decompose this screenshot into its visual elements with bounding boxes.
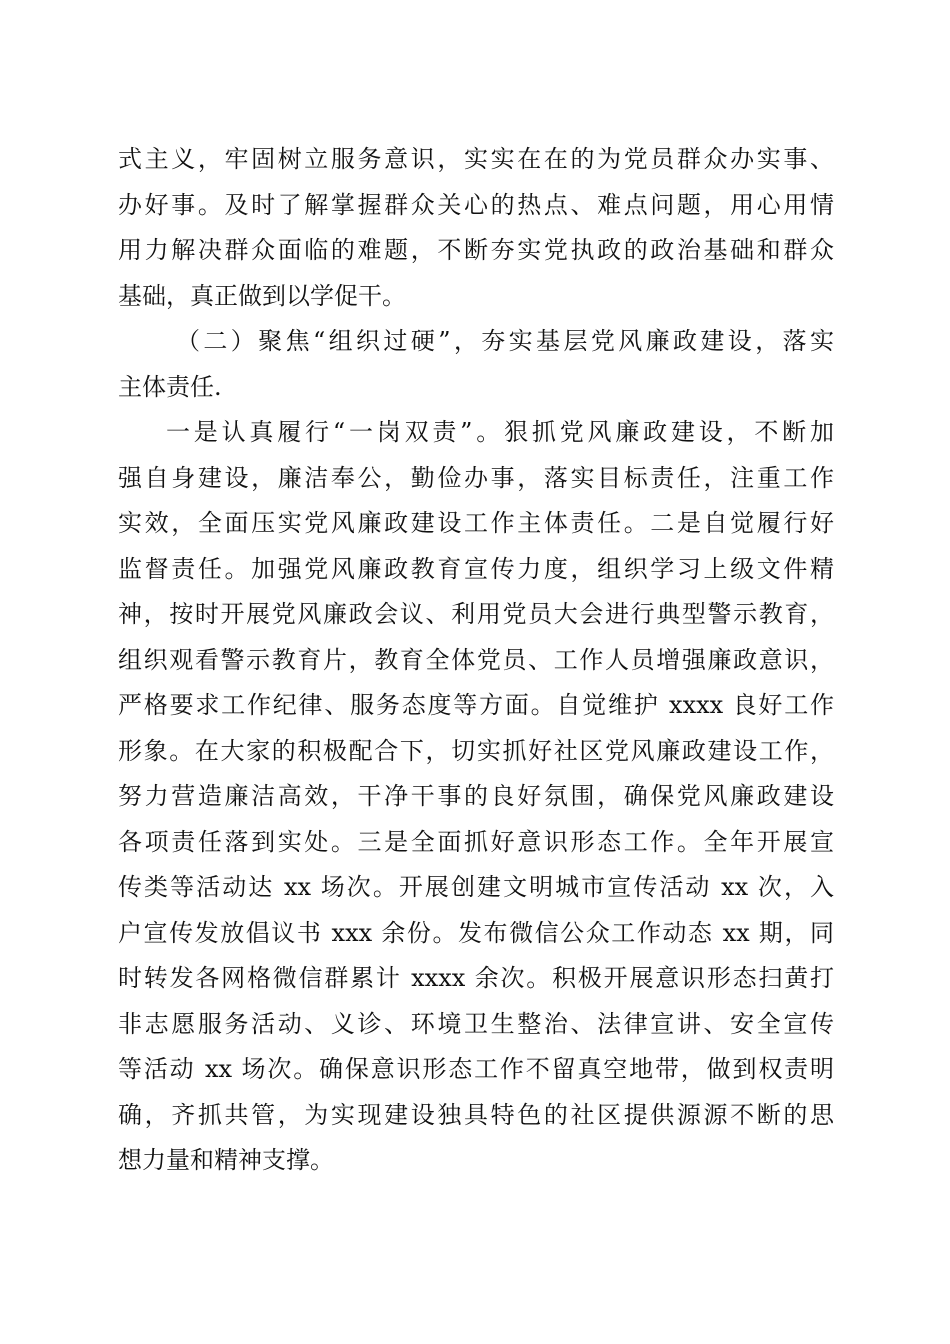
paragraph-continuation: [118, 137, 834, 319]
paragraph-responsibilities: [118, 410, 834, 1184]
text-line: 组织观看警示教育片，教育全体党员、工作人员增强廉政意识，: [118, 645, 834, 674]
heading-line: （二）聚焦“组织过硬”，夯实基层党风廉政建设，落实: [176, 327, 834, 355]
heading-line: 主体责任.: [118, 372, 222, 401]
text-line: 等活动 xx 场次。确保意识形态工作不留真空地带，做到权责明: [118, 1055, 834, 1083]
text-line: 各项责任落到实处。三是全面抓好意识形态工作。全年开展宣: [118, 827, 834, 856]
text-line: 实效，全面压实党风廉政建设工作主体责任。二是自觉履行好: [118, 509, 834, 537]
text-line: 办好事。及时了解掌握群众关心的热点、难点问题，用心用情: [118, 190, 834, 219]
text-line: 监督责任。加强党风廉政教育宣传力度，组织学习上级文件精: [118, 554, 834, 583]
text-line: 传类等活动达 xx 场次。开展创建文明城市宣传活动 xx 次，入: [118, 873, 834, 901]
text-line: 基础，真正做到以学促干。: [118, 281, 406, 310]
text-line: 神，按时开展党风廉政会议、利用党员大会进行典型警示教育，: [118, 600, 834, 628]
text-line: 式主义，牢固树立服务意识，实实在在的为党员群众办实事、: [118, 145, 834, 173]
document-body: [118, 137, 834, 1184]
text-line: 用力解决群众面临的难题，不断夯实党执政的政治基础和群众: [118, 236, 834, 264]
text-line: 确，齐抓共管，为实现建设独具特色的社区提供源源不断的思: [118, 1100, 834, 1129]
text-line: 非志愿服务活动、义诊、环境卫生整治、法律宣讲、安全宣传: [118, 1009, 834, 1038]
text-line: 想力量和精神支撑。: [118, 1146, 334, 1174]
text-line: 严格要求工作纪律、服务态度等方面。自觉维护 xxxx 良好工作: [118, 691, 834, 719]
text-line: 一是认真履行“一岗双责”。狠抓党风廉政建设，不断加: [166, 418, 834, 446]
text-line: 户宣传发放倡议书 xxx 余份。发布微信公众工作动态 xx 期，同: [118, 918, 834, 947]
section-heading: [118, 319, 834, 410]
text-line: 强自身建设，廉洁奉公，勤俭办事，落实目标责任，注重工作: [118, 463, 834, 492]
text-line: 努力营造廉洁高效，干净干事的良好氛围，确保党风廉政建设: [118, 782, 834, 810]
text-line: 时转发各网格微信群累计 xxxx 余次。积极开展意识形态扫黄打: [118, 964, 834, 992]
text-line: 形象。在大家的积极配合下，切实抓好社区党风廉政建设工作，: [118, 736, 834, 765]
